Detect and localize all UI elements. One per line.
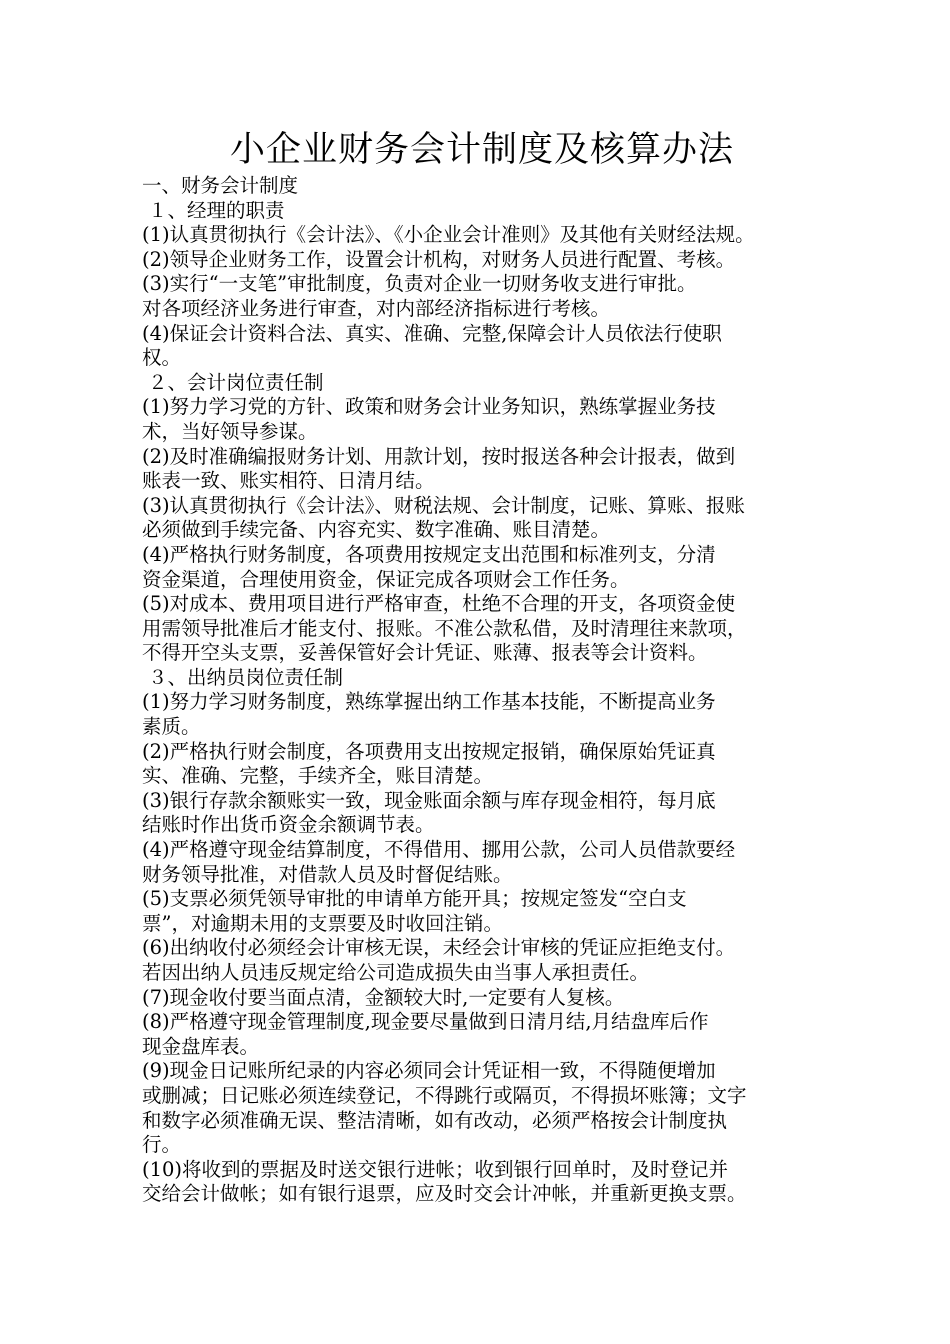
text-line: 用需领导批准后才能支付、报账。不准公款私借，及时清理往来款项， [142,616,747,640]
text-line: 现金盘库表。 [142,1034,260,1058]
text-line: 不得开空头支票，妥善保管好会计凭证、账薄、报表等会计资料。 [142,641,708,665]
text-line: (3)认真贯彻执行《会计法》、财税法规、会计制度，记账、算账、报账 [142,493,745,517]
text-line: (3)实行“一支笔”审批制度，负责对企业一切财务收支进行审批。 [142,272,697,296]
text-line: (9)现金日记账所纪录的内容必须同会计凭证相一致，不得随便增加 [142,1059,716,1083]
text-line: 资金渠道，合理使用资金，保证完成各项财会工作任务。 [142,567,630,591]
text-line: (1)认真贯彻执行《会计法》、《小企业会计准则》及其他有关财经法规。 [142,223,755,247]
text-line: 必须做到手续完备、内容充实、数字准确、账目清楚。 [142,518,611,542]
text-line: 或删减；日记账必须连续登记，不得跳行或隔页，不得损坏账簿；文字 [142,1083,747,1107]
text-line: (4)严格遵守现金结算制度，不得借用、挪用公款，公司人员借款要经 [142,838,736,862]
text-line: 实、准确、完整，手续齐全，账目清楚。 [142,764,494,788]
text-line: 交给会计做帐；如有银行退票，应及时交会计冲帐，并重新更换支票。 [142,1182,747,1206]
text-line: (6)出纳收付必须经会计审核无误，未经会计审核的凭证应拒绝支付。 [142,936,736,960]
text-line: (5)对成本、费用项目进行严格审查，杜绝不合理的开支，各项资金使 [142,592,736,616]
section-heading: 一、财务会计制度 [142,174,299,197]
document-page [142,128,822,1207]
text-line: 行。 [142,1133,182,1157]
text-line: (5)支票必须凭领导审批的申请单方能开具；按规定签发“空白支 [142,887,687,911]
subsection-heading: ２、会计岗位责任制 [148,370,324,394]
text-line: (3)银行存款余额账实一致，现金账面余额与库存现金相符，每月底 [142,788,716,812]
text-line: (2)严格执行财会制度，各项费用支出按规定报销，确保原始凭证真 [142,739,716,763]
text-line: 术，当好领导参谋。 [142,419,318,443]
subsection-heading: １、经理的职责 [148,198,285,222]
subsection-heading: ３、出纳员岗位责任制 [148,665,344,689]
text-line: (8)严格遵守现金管理制度,现金要尽量做到日清月结,月结盘库后作 [142,1010,709,1034]
text-line: 权。 [142,346,182,370]
text-line: 对各项经济业务进行审查，对内部经济指标进行考核。 [142,296,611,320]
text-line: 财务领导批准，对借款人员及时督促结账。 [142,862,513,886]
text-line: 票”，对逾期未用的支票要及时收回注销。 [142,911,503,935]
text-line: (1)努力学习财务制度，熟练掌握出纳工作基本技能，不断提高业务 [142,690,716,714]
text-line: (7)现金收付要当面点清，金额较大时,一定要有人复核。 [142,985,625,1009]
text-line: 账表一致、账实相符、日清月结。 [142,469,435,493]
text-line: (2)领导企业财务工作，设置会计机构，对财务人员进行配置、考核。 [142,247,736,271]
text-line: (1)努力学习党的方针、政策和财务会计业务知识，熟练掌握业务技 [142,395,716,419]
text-line: (4)严格执行财务制度，各项费用按规定支出范围和标准列支，分清 [142,542,716,566]
text-line: 若因出纳人员违反规定给公司造成损失由当事人承担责任。 [142,961,650,984]
text-line: (10)将收到的票据及时送交银行进帐；收到银行回单时，及时登记并 [142,1157,729,1181]
text-line: (4)保证会计资料合法、真实、准确、完整,保障会计人员依法行使职 [142,321,722,345]
text-line: (2)及时准确编报财务计划、用款计划，按时报送各种会计报表，做到 [142,444,736,468]
text-line: 素质。 [142,715,201,739]
page-title: 小企业财务会计制度及核算办法 [229,130,734,170]
text-line: 结账时作出货币资金余额调节表。 [142,813,435,837]
text-line: 和数字必须准确无误、整洁清晰，如有改动，必须严格按会计制度执 [142,1108,728,1132]
document-body [142,174,822,1207]
